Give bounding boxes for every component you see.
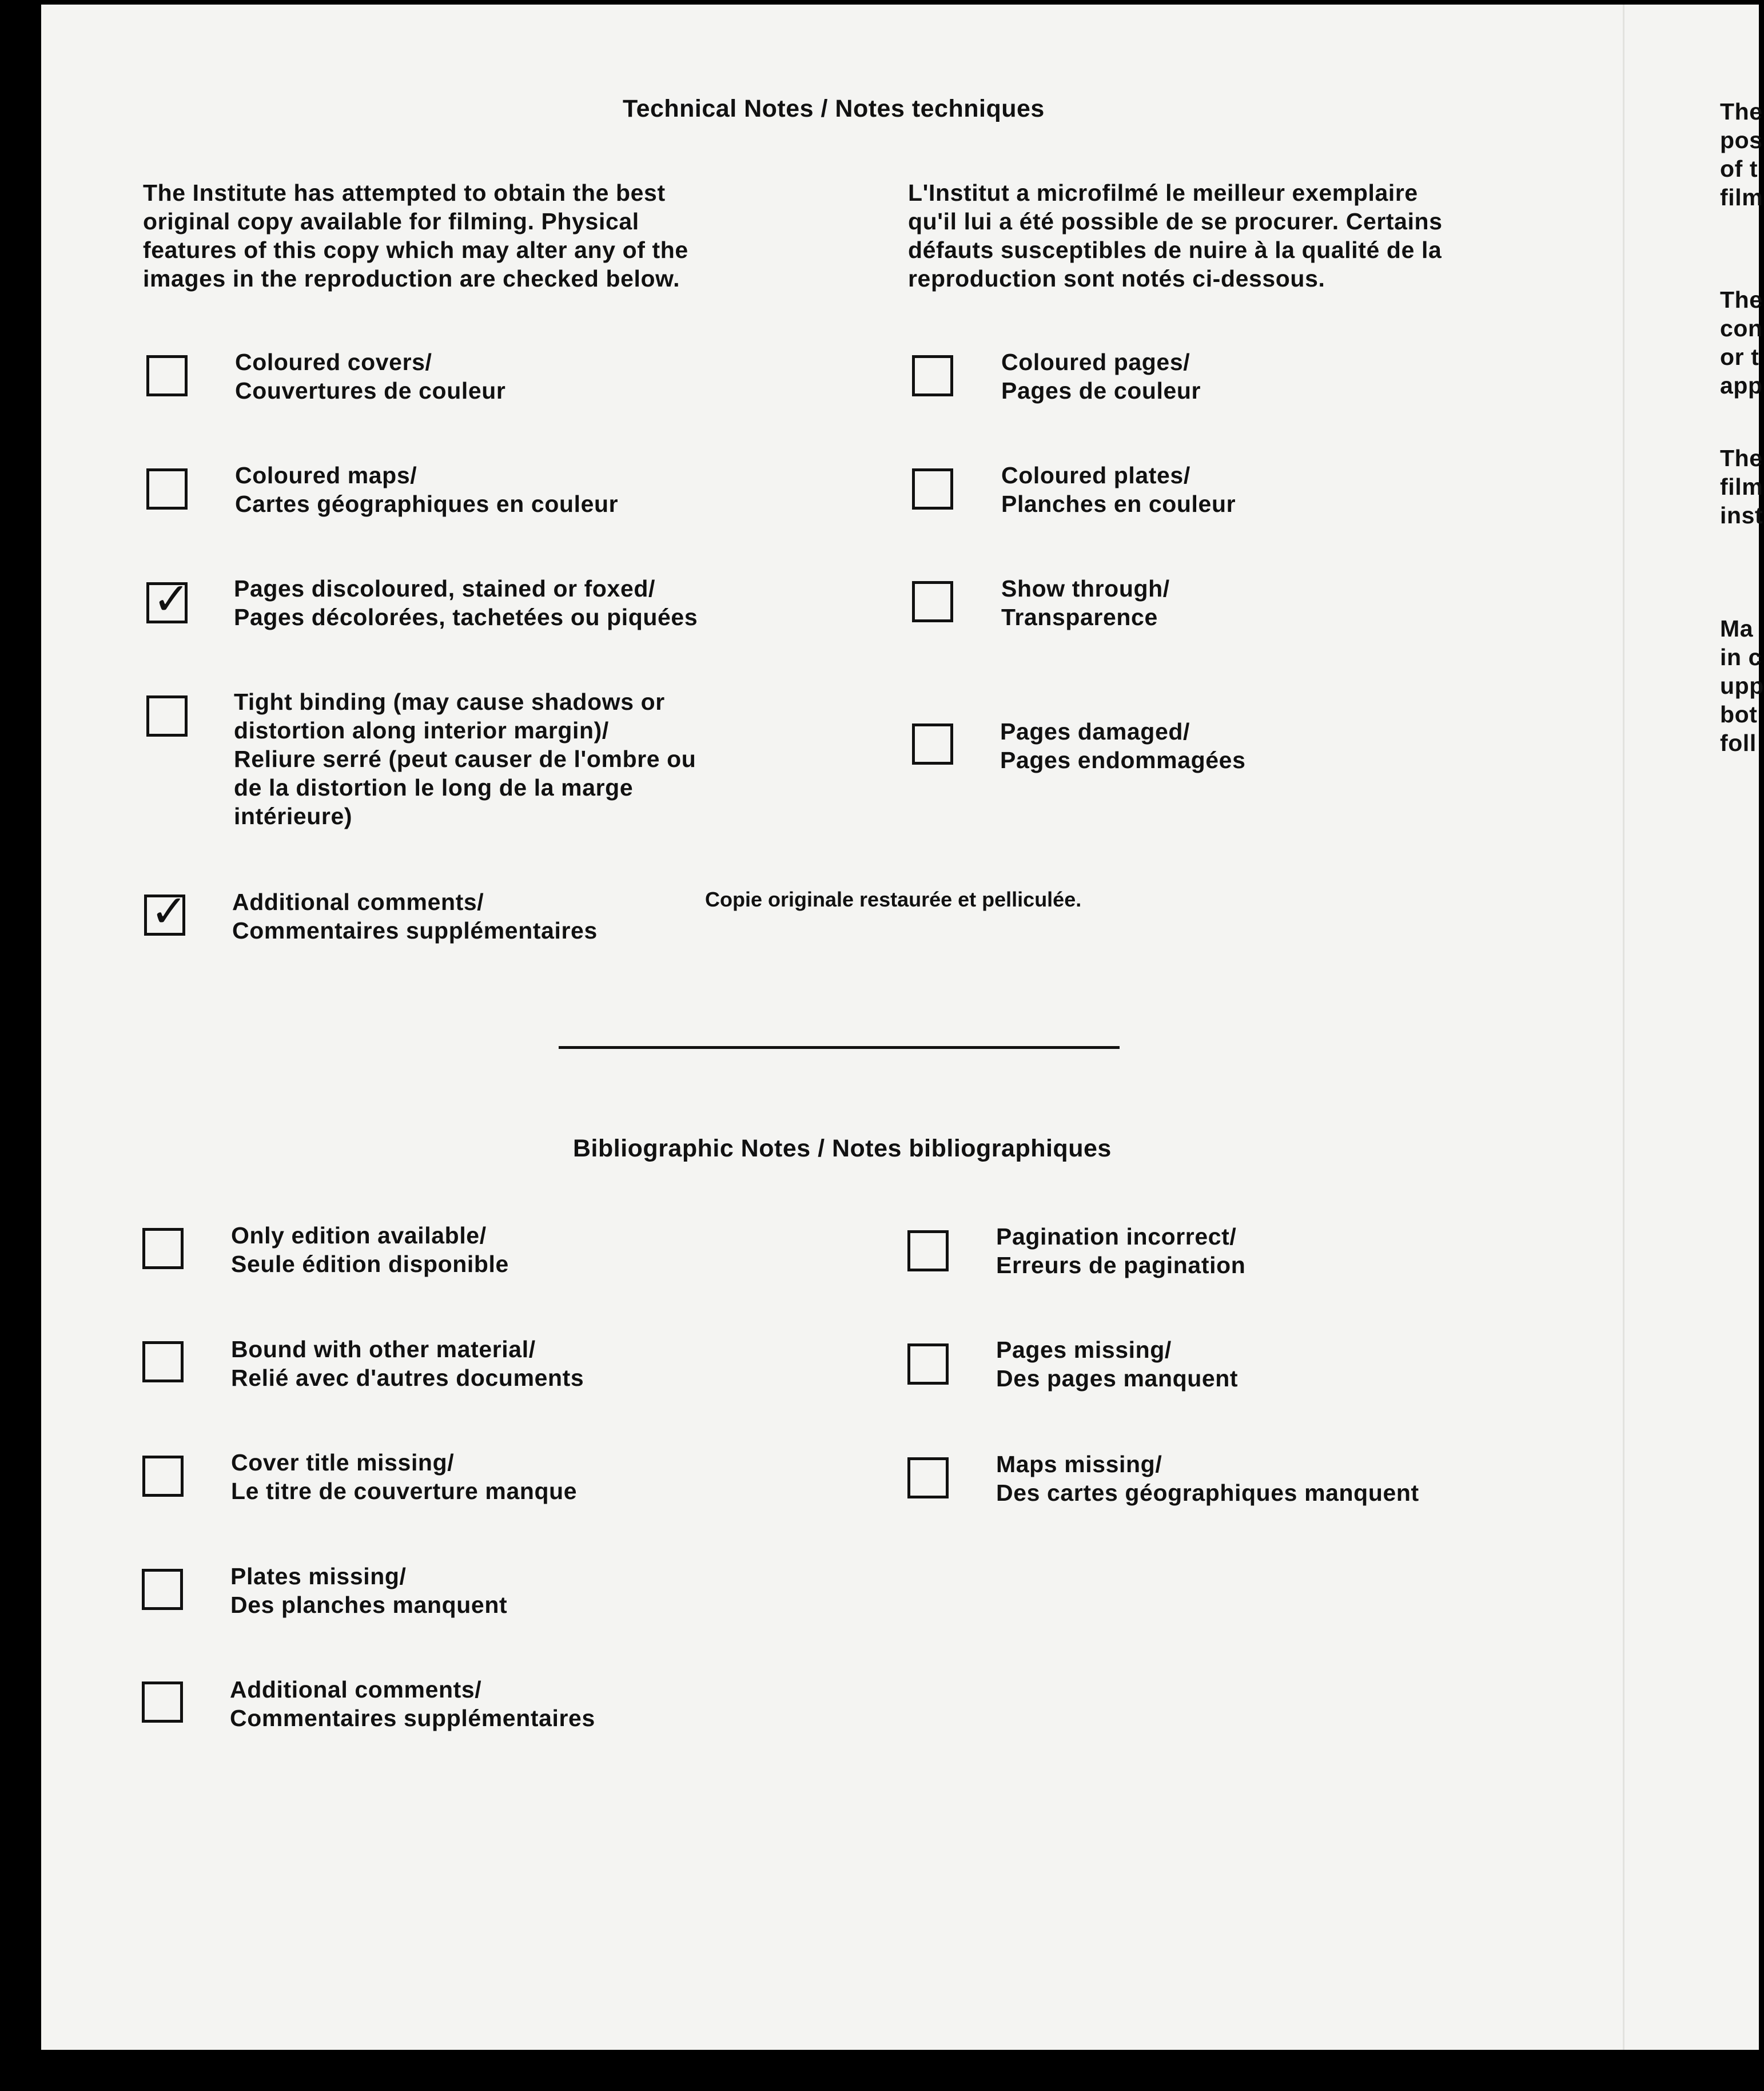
- label-cover-title-missing: Cover title missing/ Le titre de couverture manque: [231, 1449, 578, 1504]
- checkbox-pages-discoloured[interactable]: [146, 574, 190, 625]
- checkbox-show-through[interactable]: [912, 581, 953, 622]
- document-page: [41, 5, 1759, 2050]
- checkbox-bound-with-other[interactable]: [142, 1341, 184, 1382]
- bibliographic-notes-heading: Bibliographic Notes / Notes bibliographiques: [573, 1135, 1112, 1162]
- label-show-through: Show through/ Transparence: [1001, 575, 1170, 630]
- checkbox-coloured-maps[interactable]: [146, 468, 188, 510]
- label-additional-comments-bibliographic: Additional comments/ Commentaires supplémentaires: [230, 1676, 595, 1731]
- label-only-edition: Only edition available/ Seule édition disponible: [231, 1222, 509, 1277]
- label-pages-damaged: Pages damaged/ Pages endommagées: [1000, 718, 1246, 773]
- checkbox-tight-binding[interactable]: [146, 695, 188, 737]
- checkbox-only-edition[interactable]: [142, 1228, 184, 1269]
- label-coloured-maps: Coloured maps/ Cartes géographiques en couleur: [235, 462, 619, 517]
- cut-off-paragraph-3: The film inst: [1720, 445, 1763, 528]
- label-pages-missing: Pages missing/ Des pages manquent: [996, 1337, 1239, 1392]
- technical-intro-english: The Institute has attempted to obtain the best original copy available for filming. Physical features of this copy which may alter any of the images in the reproduction are checked below.: [143, 180, 688, 292]
- checkbox-additional-comments-bibliographic[interactable]: [142, 1681, 183, 1723]
- additional-comment-text: Copie originale restaurée et pelliculée.: [705, 888, 1082, 911]
- label-tight-binding: Tight binding (may cause shadows or distortion along interior margin)/ Reliure serré (peut causer de l'ombre ou de la distortion le long de la marge intérieure): [234, 689, 696, 829]
- label-additional-comments-technical: Additional comments/ Commentaires supplémentaires: [232, 889, 598, 944]
- technical-notes-heading: Technical Notes / Notes techniques: [623, 95, 1045, 122]
- cut-off-paragraph-2: The con or t app: [1720, 287, 1763, 399]
- checkbox-pages-missing[interactable]: [907, 1343, 949, 1385]
- checkbox-plates-missing[interactable]: [142, 1569, 183, 1610]
- section-divider: [559, 1046, 1120, 1049]
- checkbox-cover-title-missing[interactable]: [142, 1456, 184, 1497]
- label-plates-missing: Plates missing/ Des planches manquent: [230, 1563, 508, 1618]
- label-coloured-covers: Coloured covers/ Couvertures de couleur: [235, 349, 506, 404]
- cut-off-paragraph-1: The pos of t film: [1720, 98, 1763, 210]
- checkbox-pages-damaged[interactable]: [912, 723, 953, 765]
- checkbox-coloured-plates[interactable]: [912, 468, 953, 510]
- label-coloured-pages: Coloured pages/ Pages de couleur: [1001, 349, 1201, 404]
- checkbox-maps-missing[interactable]: [907, 1457, 949, 1498]
- cut-off-paragraph-4: Ma in c upp bot foll: [1720, 615, 1764, 756]
- checkbox-additional-comments-technical[interactable]: [144, 886, 188, 937]
- checkbox-pagination-incorrect[interactable]: [907, 1230, 949, 1271]
- technical-intro-french: L'Institut a microfilmé le meilleur exemplaire qu'il lui a été possible de se procurer. Certains défauts susceptibles de nuire à la qualité de la reproduction sont notés ci-dessous.: [908, 180, 1443, 292]
- checkmark-icon: ✓: [150, 886, 188, 937]
- label-pagination-incorrect: Pagination incorrect/ Erreurs de pagination: [996, 1223, 1246, 1278]
- label-pages-discoloured: Pages discoloured, stained or foxed/ Pages décolorées, tachetées ou piquées: [234, 575, 698, 630]
- label-bound-with-other: Bound with other material/ Relié avec d'autres documents: [231, 1336, 584, 1391]
- label-maps-missing: Maps missing/ Des cartes géographiques manquent: [996, 1451, 1419, 1506]
- checkmark-icon: ✓: [153, 574, 190, 625]
- checkbox-coloured-covers[interactable]: [146, 355, 188, 396]
- checkbox-coloured-pages[interactable]: [912, 355, 953, 396]
- label-coloured-plates: Coloured plates/ Planches en couleur: [1001, 462, 1236, 517]
- page-fold-line: [1623, 5, 1624, 2050]
